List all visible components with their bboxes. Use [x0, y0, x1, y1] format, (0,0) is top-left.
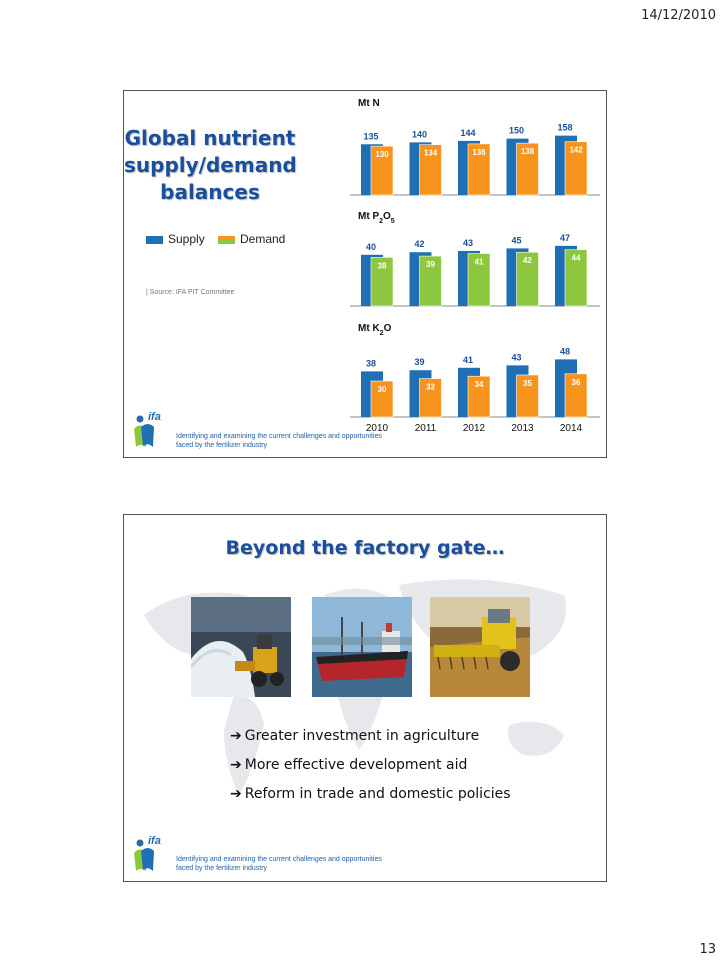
- bullet-list: [230, 729, 511, 816]
- ifa-logo-text: ifa: [148, 411, 161, 423]
- data-label-demand: 41: [474, 257, 484, 267]
- data-label-supply: 135: [363, 131, 379, 142]
- arrow-right-icon: ➔: [230, 786, 242, 802]
- source-note: | Source: IFA PIT Committee: [146, 289, 235, 296]
- cargo-ship-image: [312, 597, 412, 697]
- footer-line: faced by the fertilizer industry: [176, 865, 268, 872]
- page-number: 13: [699, 942, 716, 957]
- slide-beyond-factory-gate: [123, 514, 607, 882]
- data-label-demand: 44: [571, 253, 581, 263]
- data-label-demand: 38: [377, 261, 387, 271]
- bullet-item: [230, 787, 511, 816]
- x-tick-label: 2012: [462, 423, 486, 434]
- footer-line: faced by the fertilizer industry: [176, 442, 268, 449]
- arrow-right-icon: ➔: [230, 757, 242, 773]
- legend-swatch-supply: [146, 236, 163, 244]
- data-label-supply: 41: [462, 354, 474, 365]
- legend-label: Supply: [168, 232, 205, 246]
- data-label-demand: 36: [571, 377, 581, 387]
- x-tick-label: 2011: [414, 423, 437, 434]
- x-tick-label: 2010: [365, 423, 389, 434]
- data-label-supply: 150: [508, 125, 525, 136]
- data-label-demand: 138: [520, 147, 535, 157]
- data-label-demand: 134: [423, 148, 438, 158]
- chart-title: Mt $K_2O$: [358, 323, 392, 337]
- bullet-item: [230, 729, 511, 758]
- legend-swatch-demand: [218, 236, 235, 244]
- legend-item-supply: [146, 232, 205, 246]
- data-label-supply: 48: [559, 346, 571, 357]
- chart-title: Mt $P_2O_5$: [358, 211, 395, 225]
- slide-footer: [176, 432, 476, 450]
- ifa-logo: [132, 413, 166, 449]
- data-label-supply: 43: [462, 237, 474, 248]
- data-label-supply: 47: [559, 232, 571, 243]
- combine-harvester-image: [430, 597, 530, 697]
- ifa-logo: [132, 837, 166, 873]
- slide-title: [124, 125, 296, 206]
- data-label-supply: 140: [411, 129, 428, 140]
- data-label-supply: 158: [557, 122, 573, 133]
- arrow-right-icon: ➔: [230, 728, 242, 744]
- data-label-demand: 39: [426, 260, 435, 270]
- title-line: supply/demand: [124, 153, 297, 177]
- chart-title: Mt N: [358, 98, 380, 109]
- slide-footer: [176, 855, 476, 873]
- data-label-supply: 45: [511, 235, 522, 246]
- data-label-supply: 39: [414, 357, 425, 368]
- slide-title: Beyond the factory gate…: [225, 537, 505, 559]
- title-line: Global nutrient: [124, 126, 296, 150]
- slide-nutrient-balances: [123, 90, 607, 458]
- footer-line: Identifying and examining the current challenges and opportunities: [176, 856, 382, 863]
- data-label-supply: 38: [365, 358, 377, 369]
- bullet-text: Greater investment in agriculture: [244, 728, 480, 744]
- data-label-demand: 142: [569, 145, 583, 155]
- data-label-supply: 40: [365, 241, 377, 252]
- footer-line: Identifying and examining the current challenges and opportunities: [176, 433, 382, 440]
- nutrient-bar-charts: [350, 95, 600, 440]
- title-line: balances: [160, 180, 260, 204]
- data-label-supply: 43: [511, 352, 522, 363]
- x-tick-label: 2014: [559, 423, 583, 434]
- data-label-demand: 35: [523, 379, 532, 388]
- data-label-supply: 144: [460, 127, 476, 138]
- data-label-demand: 136: [472, 147, 486, 157]
- data-label-supply: 42: [414, 239, 425, 250]
- bullet-text: Reform in trade and domestic policies: [244, 786, 511, 802]
- fertilizer-warehouse-image: [191, 597, 291, 697]
- page-date: 14/12/2010: [641, 8, 716, 23]
- legend-label: Demand: [240, 232, 286, 246]
- x-tick-label: 2013: [511, 423, 534, 434]
- legend-item-demand: [218, 232, 285, 246]
- data-label-demand: 42: [523, 256, 532, 266]
- data-label-demand: 32: [426, 382, 435, 392]
- ifa-logo-text: ifa: [148, 835, 161, 847]
- bullet-text: More effective development aid: [244, 757, 468, 773]
- data-label-demand: 30: [377, 385, 387, 394]
- data-label-demand: 34: [474, 380, 484, 390]
- bullet-item: [230, 758, 511, 787]
- data-label-demand: 130: [375, 150, 389, 160]
